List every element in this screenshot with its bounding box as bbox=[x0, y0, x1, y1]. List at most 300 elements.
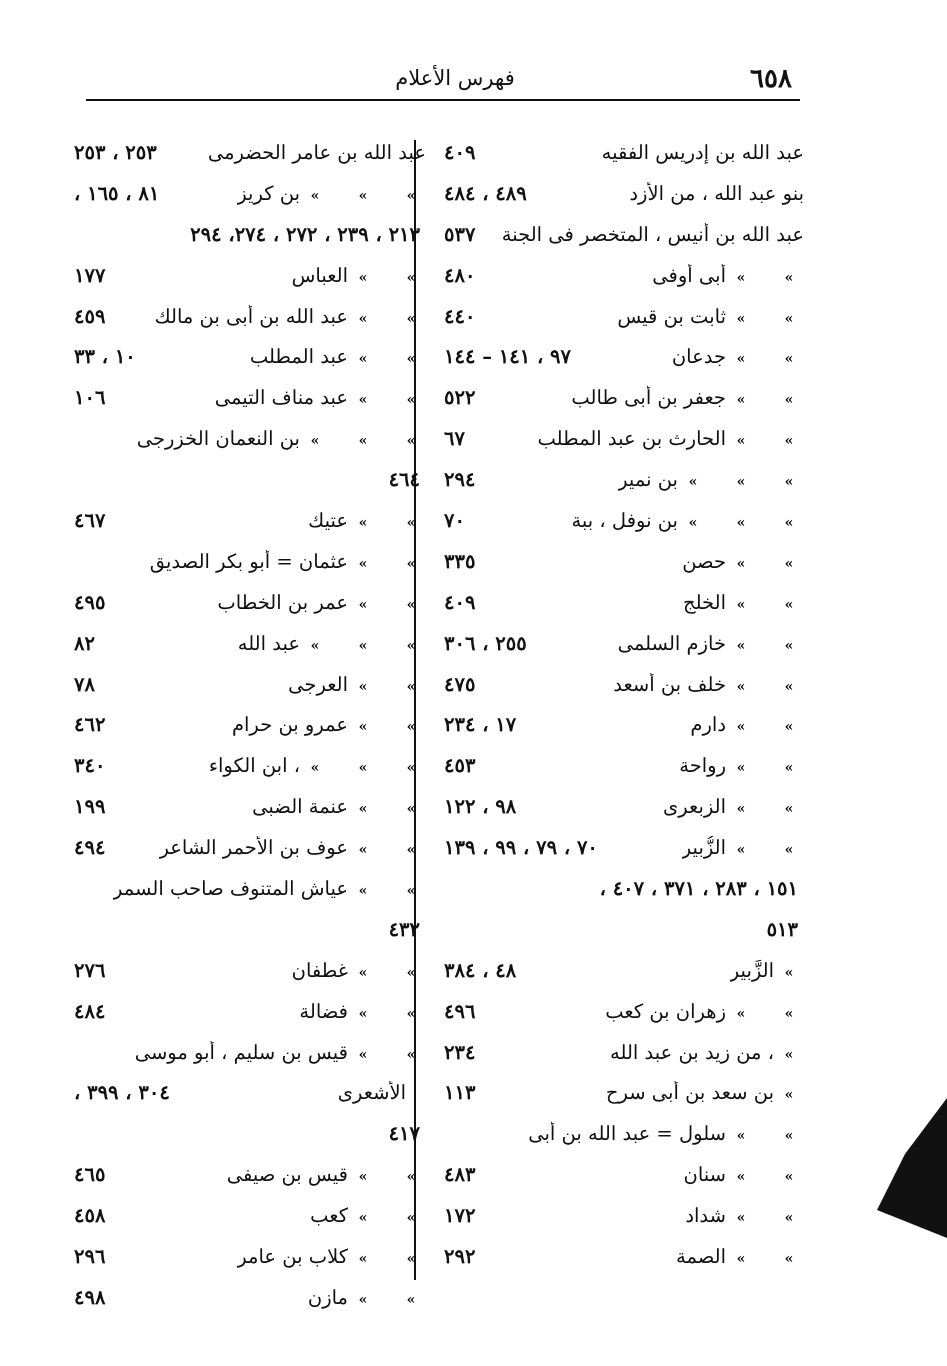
ditto-mark: » bbox=[736, 719, 746, 736]
entry-name: جدعان bbox=[671, 345, 726, 369]
entry-name: العباس bbox=[291, 263, 348, 287]
entry-name-wrap bbox=[292, 264, 430, 287]
entry-name-wrap bbox=[150, 550, 430, 573]
entry-name: عوف بن الأحمر الشاعر bbox=[159, 836, 348, 860]
ditto-mark: » bbox=[736, 760, 746, 777]
ditto-mark: » bbox=[736, 514, 746, 531]
index-entry bbox=[66, 1236, 430, 1277]
ditto-mark: » bbox=[406, 310, 416, 327]
entry-pages: ٤٥٨ bbox=[74, 1204, 106, 1228]
ditto-mark: » bbox=[736, 801, 746, 818]
entry-name: رواحة bbox=[679, 754, 726, 778]
index-entry bbox=[66, 541, 430, 582]
index-entry bbox=[436, 582, 808, 623]
entry-name-wrap bbox=[571, 386, 808, 409]
ditto-mark: » bbox=[358, 596, 368, 613]
entry-pages: ٤٣٢ bbox=[388, 917, 420, 941]
ditto-mark: » bbox=[358, 351, 368, 368]
header-rule bbox=[86, 99, 800, 101]
index-entry bbox=[436, 296, 808, 337]
entry-name: مازن bbox=[307, 1285, 348, 1309]
ditto-mark: » bbox=[310, 637, 320, 654]
ditto-mark: » bbox=[736, 269, 746, 286]
index-entry bbox=[436, 1154, 808, 1195]
entry-name-wrap bbox=[308, 509, 430, 532]
entry-name-wrap bbox=[215, 386, 430, 409]
ditto-mark: » bbox=[736, 474, 746, 491]
index-entry bbox=[66, 296, 430, 337]
entry-name-wrap bbox=[135, 1041, 430, 1064]
index-entry bbox=[66, 255, 430, 296]
entry-name-wrap bbox=[610, 1041, 808, 1064]
entry-pages: ٣٣٥ bbox=[444, 549, 476, 573]
index-entry bbox=[66, 459, 430, 500]
entry-name: بن سعد بن أبى سرح bbox=[605, 1081, 774, 1105]
ditto-mark: » bbox=[406, 1250, 416, 1267]
ditto-mark: » bbox=[736, 310, 746, 327]
entry-pages: ١٠٦ bbox=[74, 386, 106, 410]
ditto-mark: » bbox=[784, 842, 794, 859]
index-entry bbox=[66, 1195, 430, 1236]
entry-pages: ٤٥٣ bbox=[444, 754, 476, 778]
ditto-mark: » bbox=[784, 637, 794, 654]
ditto-mark: » bbox=[358, 1046, 368, 1063]
entry-name-wrap bbox=[252, 795, 430, 818]
entry-name-wrap bbox=[232, 713, 430, 736]
entry-name-wrap bbox=[238, 632, 430, 655]
index-entry bbox=[66, 991, 430, 1032]
entry-name-wrap bbox=[652, 264, 808, 287]
entry-name-wrap bbox=[338, 1081, 430, 1104]
ditto-mark: » bbox=[358, 964, 368, 981]
entry-name: الحارث بن عبد المطلب bbox=[537, 427, 726, 451]
entry-pages: ٤١٧ bbox=[388, 1122, 420, 1146]
entry-name-wrap bbox=[602, 141, 808, 164]
entry-name-wrap bbox=[237, 182, 430, 205]
entry-pages: ٤٦٤ bbox=[388, 468, 420, 492]
index-entry bbox=[66, 623, 430, 664]
ditto-mark: » bbox=[406, 187, 416, 204]
entry-pages: ٢٩٢ bbox=[444, 1244, 476, 1268]
entry-name: الأشعرى bbox=[337, 1081, 406, 1105]
entry-name: بنو عبد الله ، من الأزد bbox=[629, 181, 804, 205]
index-entry bbox=[66, 827, 430, 868]
ditto-mark: » bbox=[688, 514, 698, 531]
entry-name: العرجى bbox=[288, 672, 348, 696]
entry-name: غطفان bbox=[291, 958, 348, 982]
entry-name-wrap bbox=[676, 1245, 808, 1268]
entry-pages: ٢٧٦ bbox=[74, 958, 106, 982]
entry-name-wrap bbox=[683, 591, 808, 614]
index-entry bbox=[436, 827, 808, 868]
entry-name: عبد الله بن إدريس الفقيه bbox=[601, 140, 804, 164]
entry-name-wrap bbox=[690, 713, 808, 736]
index-entry bbox=[66, 950, 430, 991]
entry-name: بن النعمان الخزرجى bbox=[136, 427, 300, 451]
entry-pages: ٥١٣ bbox=[766, 917, 798, 941]
entry-name: خازم السلمى bbox=[617, 631, 726, 655]
entry-name: شداد bbox=[685, 1204, 726, 1228]
index-entry bbox=[436, 868, 808, 909]
ditto-mark: » bbox=[406, 555, 416, 572]
index-entry bbox=[436, 1195, 808, 1236]
entry-pages: ٣٤٠ bbox=[74, 754, 106, 778]
ditto-mark: » bbox=[406, 678, 416, 695]
entry-name-wrap bbox=[208, 141, 430, 164]
ditto-mark: » bbox=[784, 269, 794, 286]
index-entry bbox=[436, 255, 808, 296]
ditto-mark: » bbox=[358, 1210, 368, 1227]
running-title: فهرس الأعلام bbox=[395, 66, 515, 90]
entry-name-wrap bbox=[629, 182, 808, 205]
entry-name: عمرو بن حرام bbox=[231, 713, 348, 737]
entry-name-wrap bbox=[613, 673, 808, 696]
index-entry bbox=[436, 336, 808, 377]
index-entry bbox=[66, 1072, 430, 1113]
entry-name: عبد الله بن أنيس ، المتخصر فى الجنة bbox=[501, 222, 804, 246]
entry-name-wrap bbox=[250, 345, 430, 368]
ditto-mark: » bbox=[736, 842, 746, 859]
entry-name-wrap bbox=[618, 632, 808, 655]
entry-name: عبد الله بن عامر الحضرمى bbox=[207, 140, 426, 164]
ditto-mark: » bbox=[736, 678, 746, 695]
ditto-mark: » bbox=[406, 1005, 416, 1022]
entry-name-wrap bbox=[685, 1204, 808, 1227]
ditto-mark: » bbox=[358, 514, 368, 531]
entry-name-wrap bbox=[217, 591, 430, 614]
entry-name: ، من زيد بن عبد الله bbox=[610, 1040, 774, 1064]
entry-pages: ٤٧٥ bbox=[444, 672, 476, 696]
index-column-right bbox=[436, 132, 808, 1277]
ditto-mark: » bbox=[784, 514, 794, 531]
entry-pages: ١٩٩ bbox=[74, 795, 106, 819]
index-entry bbox=[66, 664, 430, 705]
index-entry bbox=[436, 214, 808, 255]
ditto-mark: » bbox=[784, 433, 794, 450]
entry-pages: ١١٣ bbox=[444, 1081, 476, 1105]
ditto-mark: » bbox=[358, 269, 368, 286]
index-entry bbox=[436, 1032, 808, 1073]
entry-name: الزَّبير bbox=[729, 958, 774, 982]
entry-pages: ٧٨ bbox=[74, 672, 95, 696]
entry-pages: ١٠ ، ٣٣ bbox=[74, 345, 136, 369]
index-entry bbox=[436, 418, 808, 459]
index-entry bbox=[66, 786, 430, 827]
ditto-mark: » bbox=[406, 842, 416, 859]
ditto-mark: » bbox=[358, 187, 368, 204]
ditto-mark: » bbox=[358, 392, 368, 409]
entry-pages: ٤٥٩ bbox=[74, 304, 106, 328]
entry-pages: ٩٨ ، ١٢٢ bbox=[444, 795, 517, 819]
index-entry bbox=[436, 950, 808, 991]
ditto-mark: » bbox=[406, 351, 416, 368]
entry-name-wrap bbox=[528, 1122, 808, 1145]
ditto-mark: » bbox=[784, 1087, 794, 1104]
index-entry bbox=[436, 377, 808, 418]
entry-pages: ٤٨٩ ، ٤٨٤ bbox=[444, 181, 527, 205]
ditto-mark: » bbox=[406, 637, 416, 654]
index-entry bbox=[66, 418, 430, 459]
index-entry bbox=[436, 745, 808, 786]
index-entry bbox=[436, 1236, 808, 1277]
ditto-mark: » bbox=[784, 1046, 794, 1063]
ditto-mark: » bbox=[784, 964, 794, 981]
entry-pages: ٤٩٨ bbox=[74, 1285, 106, 1309]
entry-name-wrap bbox=[617, 305, 808, 328]
entry-name: الخلج bbox=[683, 590, 726, 614]
entry-name: قيس بن صيفى bbox=[226, 1163, 348, 1187]
ditto-mark: » bbox=[784, 310, 794, 327]
entry-pages: ١٧٧ bbox=[74, 263, 106, 287]
entry-name: سلول = عبد الله بن أبى bbox=[528, 1122, 726, 1146]
entry-name-wrap bbox=[605, 1000, 808, 1023]
entry-name: زهران بن كعب bbox=[605, 999, 726, 1023]
entry-pages: ٨٢ bbox=[74, 631, 95, 655]
entry-pages: ٤٨٤ bbox=[74, 999, 106, 1023]
entry-name-wrap bbox=[155, 305, 430, 328]
entry-name: دارم bbox=[690, 713, 726, 737]
entry-name-wrap bbox=[288, 673, 430, 696]
index-entry bbox=[66, 1277, 430, 1318]
ditto-mark: » bbox=[784, 474, 794, 491]
ditto-mark: » bbox=[736, 351, 746, 368]
ditto-mark: » bbox=[358, 433, 368, 450]
entry-name: حصن bbox=[682, 549, 726, 573]
entry-name: بن نمير bbox=[618, 468, 678, 492]
entry-name-wrap bbox=[137, 427, 430, 450]
entry-name-wrap bbox=[571, 509, 808, 532]
ditto-mark: » bbox=[358, 1169, 368, 1186]
ditto-mark: » bbox=[736, 555, 746, 572]
ditto-mark: » bbox=[688, 474, 698, 491]
ditto-mark: » bbox=[736, 1128, 746, 1145]
entry-pages: ٢٣٤ bbox=[444, 1040, 476, 1064]
entry-name-wrap bbox=[663, 795, 808, 818]
index-entry bbox=[436, 909, 808, 950]
entry-name: عبد الله بن أبى بن مالك bbox=[154, 304, 348, 328]
entry-name: الصمة bbox=[676, 1244, 726, 1268]
ditto-mark: » bbox=[406, 719, 416, 736]
entry-name-wrap bbox=[113, 877, 430, 900]
ditto-mark: » bbox=[358, 637, 368, 654]
entry-pages: ٢٩٤ bbox=[444, 468, 476, 492]
index-entry bbox=[436, 1113, 808, 1154]
entry-pages: ٤٩٤ bbox=[74, 836, 106, 860]
entry-name-wrap bbox=[227, 1163, 430, 1186]
index-entry bbox=[66, 909, 430, 950]
entry-pages: ٤٨ ، ٣٨٤ bbox=[444, 958, 517, 982]
entry-name-wrap bbox=[299, 1000, 430, 1023]
entry-name: كعب bbox=[310, 1204, 348, 1228]
entry-name: ثابت بن قيس bbox=[617, 304, 726, 328]
entry-pages: ٢١٣ ، ٢٣٩ ، ٢٧٢ ، ٢٧٤، ٢٩٤ bbox=[190, 222, 420, 246]
entry-pages: ٢٥٣ ، ٢٥٣ bbox=[74, 140, 157, 164]
ditto-mark: » bbox=[406, 964, 416, 981]
entry-pages: ٨١ ، ١٦٥ ، bbox=[74, 181, 160, 205]
index-entry bbox=[436, 173, 808, 214]
entry-pages: ٢٥٥ ، ٣٠٦ bbox=[444, 631, 527, 655]
entry-name: الزبعرى bbox=[663, 795, 726, 819]
entry-pages: ٤٩٦ bbox=[444, 999, 476, 1023]
ditto-mark: » bbox=[358, 842, 368, 859]
entry-pages: ٤٦٢ bbox=[74, 713, 106, 737]
ditto-mark: » bbox=[310, 187, 320, 204]
ditto-mark: » bbox=[358, 801, 368, 818]
entry-name-wrap bbox=[682, 836, 808, 859]
ditto-mark: » bbox=[736, 1169, 746, 1186]
entry-name-wrap bbox=[684, 1163, 809, 1186]
entry-pages: ١٧ ، ٢٣٤ bbox=[444, 713, 517, 737]
ditto-mark: » bbox=[784, 1210, 794, 1227]
entry-pages: ٤٨٣ bbox=[444, 1163, 476, 1187]
entry-name: عبد المطلب bbox=[249, 345, 348, 369]
entry-name: بن نوفل ، ببة bbox=[571, 508, 678, 532]
index-entry bbox=[66, 214, 430, 255]
entry-name: بن كريز bbox=[237, 181, 300, 205]
index-entry bbox=[66, 173, 430, 214]
ditto-mark: » bbox=[406, 269, 416, 286]
entry-name-wrap bbox=[310, 1204, 430, 1227]
ditto-mark: » bbox=[358, 1291, 368, 1308]
ditto-mark: » bbox=[358, 760, 368, 777]
entry-pages: ٤٦٧ bbox=[74, 508, 106, 532]
entry-name: ، ابن الكواء bbox=[208, 754, 300, 778]
entry-pages: ٤٤٠ bbox=[444, 304, 476, 328]
ditto-mark: » bbox=[358, 310, 368, 327]
ditto-mark: » bbox=[358, 1250, 368, 1267]
entry-name: سنان bbox=[683, 1163, 726, 1187]
ditto-mark: » bbox=[784, 555, 794, 572]
index-column-left bbox=[66, 132, 430, 1318]
ditto-mark: » bbox=[736, 1005, 746, 1022]
entry-name: قيس بن سليم ، أبو موسى bbox=[134, 1040, 348, 1064]
entry-name: عبد مناف التيمى bbox=[214, 386, 348, 410]
entry-pages: ٤٠٩ bbox=[444, 590, 476, 614]
entry-name-wrap bbox=[537, 427, 808, 450]
ditto-mark: » bbox=[358, 882, 368, 899]
index-entry bbox=[66, 500, 430, 541]
index-entry bbox=[66, 1154, 430, 1195]
ditto-mark: » bbox=[406, 1046, 416, 1063]
entry-name-wrap bbox=[237, 1245, 430, 1268]
ditto-mark: » bbox=[406, 433, 416, 450]
entry-name-wrap bbox=[606, 1081, 808, 1104]
ditto-mark: » bbox=[736, 637, 746, 654]
entry-pages: ٩٧ ، ١٤١ – ١٤٤ bbox=[444, 345, 571, 369]
entry-name: جعفر بن أبى طالب bbox=[571, 386, 726, 410]
index-entry bbox=[66, 132, 430, 173]
entry-name-wrap bbox=[159, 836, 430, 859]
index-entry bbox=[66, 336, 430, 377]
page-number: ٦٥٨ bbox=[750, 64, 792, 94]
ditto-mark: » bbox=[406, 596, 416, 613]
ditto-mark: » bbox=[310, 760, 320, 777]
entry-name: الزُّبير bbox=[681, 836, 726, 860]
ditto-mark: » bbox=[406, 1169, 416, 1186]
ditto-mark: » bbox=[358, 1005, 368, 1022]
entry-pages: ٥٣٧ bbox=[444, 222, 476, 246]
ditto-mark: » bbox=[784, 1169, 794, 1186]
ditto-mark: » bbox=[406, 801, 416, 818]
ditto-mark: » bbox=[736, 1210, 746, 1227]
ditto-mark: » bbox=[784, 801, 794, 818]
index-entry bbox=[436, 704, 808, 745]
entry-pages: ١٥١ ، ٢٨٣ ، ٣٧١ ، ٤٠٧ ، bbox=[599, 876, 798, 900]
entry-name-wrap bbox=[308, 1286, 430, 1309]
entry-pages: ٥٢٢ bbox=[444, 386, 476, 410]
entry-name-wrap bbox=[679, 754, 808, 777]
ditto-mark: » bbox=[784, 596, 794, 613]
ditto-mark: » bbox=[784, 719, 794, 736]
index-entry bbox=[66, 745, 430, 786]
entry-pages: ١٧٢ bbox=[444, 1204, 476, 1228]
entry-pages: ٤٠٩ bbox=[444, 140, 476, 164]
entry-name-wrap bbox=[618, 468, 808, 491]
entry-pages: ٤٩٥ bbox=[74, 590, 106, 614]
ditto-mark: » bbox=[736, 1250, 746, 1267]
ditto-mark: » bbox=[406, 882, 416, 899]
index-entry bbox=[436, 541, 808, 582]
entry-pages: ٧٠ bbox=[444, 508, 465, 532]
index-entry bbox=[66, 868, 430, 909]
entry-name-wrap bbox=[209, 754, 430, 777]
ditto-mark: » bbox=[784, 1005, 794, 1022]
ditto-mark: » bbox=[310, 433, 320, 450]
entry-name: عثمان = أبو بكر الصديق bbox=[149, 549, 348, 573]
index-entry bbox=[436, 459, 808, 500]
ditto-mark: » bbox=[358, 719, 368, 736]
entry-pages: ٤٨٠ bbox=[444, 263, 476, 287]
ditto-mark: » bbox=[784, 392, 794, 409]
ditto-mark: » bbox=[736, 392, 746, 409]
entry-name-wrap bbox=[502, 223, 808, 246]
entry-pages: ٤٦٥ bbox=[74, 1163, 106, 1187]
entry-name: عبد الله bbox=[237, 631, 300, 655]
index-entry bbox=[66, 1113, 430, 1154]
entry-name: كلاب بن عامر bbox=[237, 1244, 348, 1268]
ditto-mark: » bbox=[784, 760, 794, 777]
entry-name: خلف بن أسعد bbox=[613, 672, 726, 696]
entry-name-wrap bbox=[672, 345, 808, 368]
index-entry bbox=[66, 1032, 430, 1073]
entry-pages: ٣٠٤ ، ٣٩٩ ، bbox=[74, 1081, 170, 1105]
entry-name: عياش المتنوف صاحب السمر bbox=[112, 876, 348, 900]
entry-name-wrap bbox=[292, 959, 430, 982]
entry-name-wrap bbox=[730, 959, 808, 982]
ditto-mark: » bbox=[406, 392, 416, 409]
entry-pages: ٢٩٦ bbox=[74, 1244, 106, 1268]
ditto-mark: » bbox=[406, 760, 416, 777]
ditto-mark: » bbox=[784, 678, 794, 695]
ditto-mark: » bbox=[358, 678, 368, 695]
index-entry bbox=[436, 1072, 808, 1113]
index-entry bbox=[66, 704, 430, 745]
index-entry bbox=[436, 132, 808, 173]
entry-name: عمر بن الخطاب bbox=[217, 590, 348, 614]
ditto-mark: » bbox=[358, 555, 368, 572]
ditto-mark: » bbox=[406, 1291, 416, 1308]
entry-name: فضالة bbox=[299, 999, 348, 1023]
index-entry bbox=[436, 991, 808, 1032]
entry-name-wrap bbox=[682, 550, 808, 573]
entry-pages: ٧٠ ، ٧٩ ، ٩٩ ، ١٣٩ bbox=[444, 836, 598, 860]
entry-name: عنمة الضبى bbox=[252, 795, 348, 819]
index-entry bbox=[436, 786, 808, 827]
index-entry bbox=[436, 664, 808, 705]
page-corner-shadow bbox=[877, 1098, 947, 1238]
ditto-mark: » bbox=[784, 1250, 794, 1267]
ditto-mark: » bbox=[406, 514, 416, 531]
